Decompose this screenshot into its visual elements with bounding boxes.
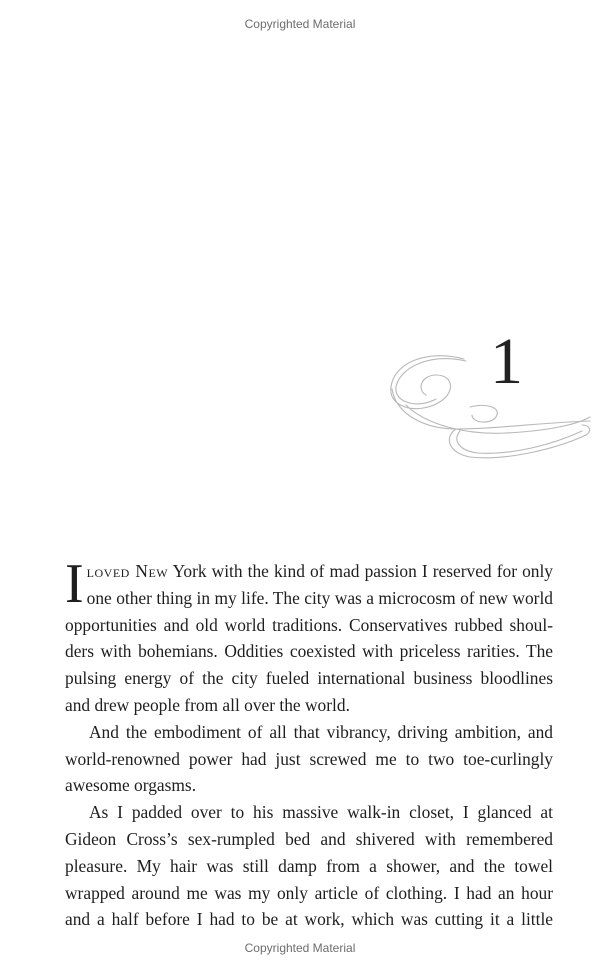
text-line: one other thing in my life. The city was a microcosm of new world: [86, 587, 553, 608]
text-line: and drew people from all over the world.: [65, 694, 350, 715]
drop-cap: I: [65, 553, 84, 615]
text-line: and a half before I had to be at work, which was cutting it a little: [65, 909, 553, 930]
text-line: pleasure. My hair was still damp from a shower, and the towel: [65, 855, 553, 876]
flourish-ornament-icon: [386, 345, 592, 465]
paragraph-3: [65, 799, 553, 933]
copyright-watermark-top: Copyrighted Material: [244, 17, 356, 31]
paragraph-1: [65, 553, 553, 719]
opening-small-caps: loved New: [86, 561, 169, 581]
text-line: As I padded over to his massive walk-in closet, I glanced at: [89, 802, 553, 823]
text-line: opportunities and old world traditions. Conservatives rubbed shoul-: [65, 614, 553, 635]
text-line: awesome orgasms.: [65, 775, 197, 796]
paragraph-2: [65, 719, 553, 799]
text-line: ders with bohemians. Oddities coexisted with priceless rarities. The: [65, 641, 553, 662]
chapter-body-text: [65, 553, 553, 933]
text-line: Gideon Cross’s sex-rumpled bed and shivered with remembered: [65, 828, 553, 849]
text-line: pulsing energy of the city fueled international business bloodlines: [65, 668, 553, 689]
text-line: loved New York with the kind of mad passion I reserved for only: [86, 561, 553, 581]
text-line: wrapped around me was my only article of clothing. I had an hour: [65, 882, 553, 903]
copyright-watermark-bottom: Copyrighted Material: [244, 941, 356, 955]
text-line: world-renowned power had just screwed me to two toe-curlingly: [65, 748, 553, 769]
text-line: And the embodiment of all that vibrancy, driving ambition, and: [89, 721, 553, 742]
chapter-number: 1: [490, 325, 523, 398]
